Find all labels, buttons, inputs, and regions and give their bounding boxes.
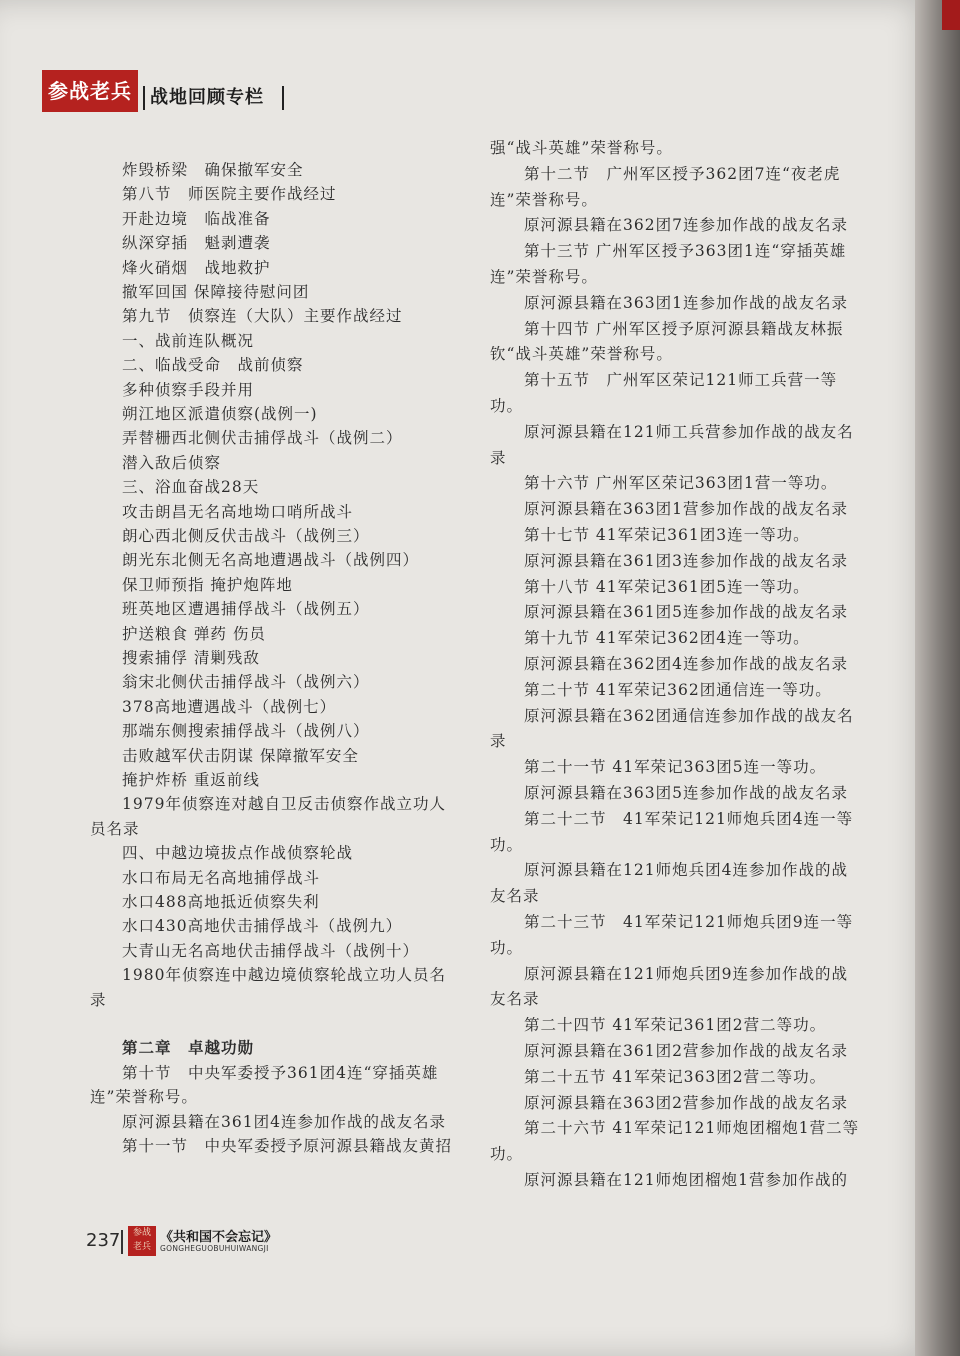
toc-line: 强“战斗英雄”荣誉称号。 <box>490 139 673 157</box>
toc-line: 翁宋北侧伏击捕俘战斗（战例六） <box>122 673 370 692</box>
toc-line: 第十九节 41军荣记362团4连一等功。 <box>524 629 810 648</box>
toc-line: 掩护炸桥 重返前线 <box>122 771 260 789</box>
toc-line: 护送粮食 弹药 伤员 <box>122 624 266 643</box>
toc-line: 原河源县籍在362团通信连参加作战的战友名 <box>524 706 854 725</box>
toc-line: 水口布局无名高地捕俘战斗 <box>122 868 321 887</box>
chapter-heading: 第二章 卓越功勋 <box>122 1039 255 1058</box>
toc-line: 第十五节 广州军区荣记121师工兵营一等 <box>524 371 838 390</box>
toc-line: 第八节 师医院主要作战经过 <box>122 185 337 204</box>
toc-line: 第十四节 广州军区授予原河源县籍战友林振 <box>524 319 844 338</box>
book-pinyin: GONGHEGUOBUHUIWANGJI <box>160 1244 269 1253</box>
toc-line: 四、中越边境拔点作战侦察轮战 <box>122 844 354 863</box>
toc-line: 第十节 中央军委授予361团4连“穿插英雄 <box>122 1063 439 1082</box>
toc-line: 录 <box>490 732 507 751</box>
toc-line: 第十七节 41军荣记361团3连一等功。 <box>524 526 810 544</box>
toc-line: 第二十节 41军荣记362团通信连一等功。 <box>524 680 832 699</box>
toc-line: 第二十四节 41军荣记361团2营二等功。 <box>524 1016 827 1035</box>
toc-line: 原河源县籍在361团2营参加作战的战友名录 <box>524 1042 848 1060</box>
toc-line: 第二十五节 41军荣记363团2营二等功。 <box>524 1067 827 1086</box>
toc-line: 原河源县籍在121师炮团榴炮1营参加作战的 <box>524 1171 848 1189</box>
book-title: 《共和国不会忘记》 <box>160 1230 278 1245</box>
toc-line: 1980年侦察连中越边境侦察轮战立功人员名 <box>122 966 446 985</box>
footer-divider <box>121 1230 123 1254</box>
header-divider-right <box>282 86 284 110</box>
toc-line: 1979年侦察连对越自卫反击侦察作战立功人 <box>122 795 446 814</box>
toc-line: 友名录 <box>490 887 540 906</box>
toc-line: 潜入敌后侦察 <box>122 453 222 472</box>
toc-line: 原河源县籍在363团1营参加作战的战友名录 <box>524 500 848 519</box>
toc-line: 原河源县籍在121师工兵营参加作战的战友名 <box>524 422 854 441</box>
toc-line: 第十八节 41军荣记361团5连一等功。 <box>524 577 810 596</box>
toc-line: 第九节 侦察连（大队）主要作战经过 <box>122 307 403 326</box>
toc-line: 378高地遭遇战斗（战例七） <box>122 697 337 716</box>
toc-line: 大青山无名高地伏击捕俘战斗（战例十） <box>122 941 420 960</box>
header-divider-left <box>143 86 145 110</box>
toc-line: 弄替栅西北侧伏击捕俘战斗（战例二） <box>122 429 403 448</box>
toc-line: 连”荣誉称号。 <box>90 1088 198 1107</box>
toc-line: 原河源县籍在121师炮兵团9连参加作战的战 <box>524 964 848 983</box>
toc-line: 原河源县籍在361团3连参加作战的战友名录 <box>524 551 848 570</box>
toc-line: 保卫师预指 掩护炮阵地 <box>122 575 293 594</box>
toc-line: 第二十三节 41军荣记121师炮兵团9连一等 <box>524 913 854 931</box>
toc-line: 第十一节 中央军委授予原河源县籍战友黄招 <box>122 1137 453 1155</box>
page-number: 237 <box>86 1230 121 1251</box>
section-badge: 参战老兵 <box>42 70 138 112</box>
toc-line: 炸毁桥梁 确保撤军安全 <box>122 161 304 179</box>
toc-line: 多种侦察手段并用 <box>122 380 255 399</box>
toc-line: 原河源县籍在363团5连参加作战的战友名录 <box>524 784 848 802</box>
toc-line: 朗心西北侧反伏击战斗（战例三） <box>122 527 370 545</box>
toc-line: 朔江地区派遣侦察(战例一) <box>122 405 318 423</box>
toc-line: 第二十一节 41军荣记363团5连一等功。 <box>524 758 827 777</box>
book-gutter <box>915 0 960 1356</box>
toc-line: 第十三节 广州军区授予363团1连“穿插英雄 <box>524 242 847 261</box>
toc-line: 击败越军伏击阴谋 保障撤军安全 <box>122 746 359 765</box>
toc-line: 功。 <box>490 1145 524 1164</box>
toc-line: 录 <box>490 448 507 467</box>
toc-line: 原河源县籍在363团2营参加作战的战友名录 <box>524 1093 848 1112</box>
toc-line: 二、临战受命 战前侦察 <box>122 356 304 375</box>
toc-line: 开赴边境 临战准备 <box>122 209 271 228</box>
column-title: 战地回顾专栏 <box>150 87 264 108</box>
toc-line: 录 <box>90 990 107 1009</box>
toc-line: 员名录 <box>90 819 140 838</box>
toc-line: 连”荣誉称号。 <box>490 268 598 286</box>
toc-line: 功。 <box>490 397 524 415</box>
toc-line: 班英地区遭遇捕俘战斗（战例五） <box>122 600 370 619</box>
toc-line: 第二十二节 41军荣记121师炮兵团4连一等 <box>524 809 854 828</box>
toc-line: 原河源县籍在121师炮兵团4连参加作战的战 <box>524 861 848 880</box>
toc-line: 友名录 <box>490 990 540 1009</box>
toc-line: 原河源县籍在362团4连参加作战的战友名录 <box>524 655 848 673</box>
toc-line: 撤军回国 保障接待慰问团 <box>122 283 310 301</box>
book-logo: 参战 老兵 <box>128 1226 156 1256</box>
toc-line: 钦“战斗英雄”荣誉称号。 <box>490 345 673 364</box>
toc-line: 第十二节 广州军区授予362团7连“夜老虎 <box>524 164 841 183</box>
toc-line: 朗光东北侧无名高地遭遇战斗（战例四） <box>122 551 420 570</box>
toc-line: 原河源县籍在361团5连参加作战的战友名录 <box>524 603 848 622</box>
toc-line: 搜索捕俘 清剿残敌 <box>122 649 260 667</box>
toc-line: 攻击朗昌无名高地坳口哨所战斗 <box>122 502 354 521</box>
toc-line: 功。 <box>490 835 524 854</box>
toc-line: 原河源县籍在362团7连参加作战的战友名录 <box>524 216 848 235</box>
toc-line: 一、战前连队概况 <box>122 331 255 350</box>
toc-line: 第十六节 广州军区荣记363团1营一等功。 <box>524 474 838 493</box>
toc-line: 原河源县籍在363团1连参加作战的战友名录 <box>524 293 848 312</box>
toc-line: 水口488高地抵近侦察失利 <box>122 893 320 911</box>
toc-line: 水口430高地伏击捕俘战斗（战例九） <box>122 917 403 936</box>
toc-line: 烽火硝烟 战地救护 <box>122 258 271 277</box>
toc-line: 三、浴血奋战28天 <box>122 478 260 497</box>
toc-line: 第二十六节 41军荣记121师炮团榴炮1营二等 <box>524 1119 860 1138</box>
toc-line: 连”荣誉称号。 <box>490 190 598 209</box>
toc-line: 功。 <box>490 938 524 957</box>
toc-line: 那端东侧搜索捕俘战斗（战例八） <box>122 722 370 741</box>
toc-line: 纵深穿插 魁剥遭袭 <box>122 234 271 253</box>
toc-line: 原河源县籍在361团4连参加作战的战友名录 <box>122 1112 446 1131</box>
